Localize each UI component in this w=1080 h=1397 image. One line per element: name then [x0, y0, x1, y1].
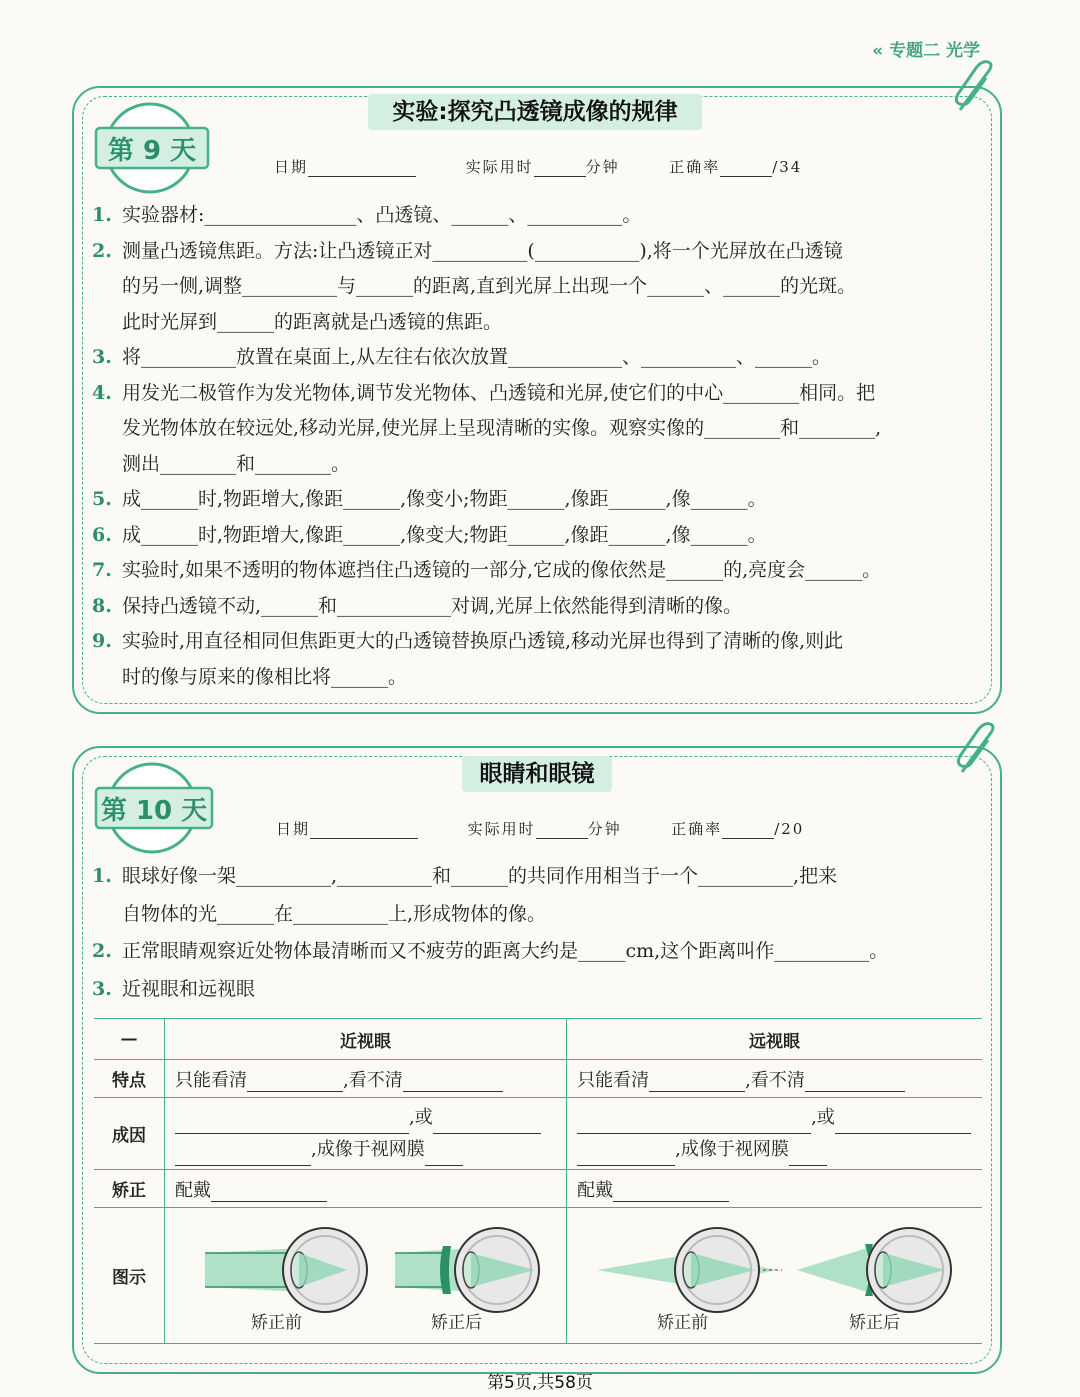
day9-badge-label: 第 9 天: [107, 136, 197, 166]
hyperopia-diagram: [577, 1208, 967, 1338]
question-8: 8. 保持凸透镜不动,______和____________对调,光屏上依然能得到清晰的像。: [92, 594, 743, 617]
table-header: — 近视眼 远视眼: [94, 1019, 982, 1060]
eye-comparison-table: [94, 1018, 982, 1344]
question-2: 2. 测量凸透镜焦距。方法:让凸透镜正对__________(___________),将一个光屏放在凸透镜: [92, 239, 843, 262]
question-3: 3. 近视眼和远视眼: [92, 977, 256, 1000]
question-1: 1. 实验器材:________________、凸透镜、______、__________。: [92, 204, 642, 226]
table-row-cause: 成因 ,或 ,成像于视网膜 ,或 ,成像于视网膜: [94, 1098, 982, 1170]
day9-question-list: 1. 实验器材:________________、凸透镜、______、__________。 2. 测量凸透镜焦距。方法:让凸透镜正对__________(___________),将一个光屏放在凸透镜 的另一侧,调整__________与______的距离,直到光屏上出现一个______、______的光斑。 此时光屏到______的距离就是凸透镜的焦距。 3. 将__________放置在桌面上,从左往右依次放置____________、__________、______。 4. 用发光二极管作为发光物体,调节发光物体、凸透镜和光屏,使它们的中心________相同。把 发光物体放在较远处,移动光屏,使光屏上呈现清晰的实像。观察实像的________和________, 测出________和________。 5. 成______时,物距增大,像距______,像变小;物距______,像距______,像______。 6. 成______时,物距增大,像距______,像变大;物距______,像距______,像______。 7. 实验时,如果不透明的物体遮挡住凸透镜的一部分,它成的像依然是______的,亮度会______。 8. 保持凸透镜不动,______和____________对调,光屏上依然能得到清晰的像。 9. 实验时,用直径相同但焦距更大的凸透镜替换原凸透镜,移动光屏也得到了清晰的像,则此 时的像与原来的像相比将______。: [92, 198, 982, 695]
table-row-feature: 特点 只能看清 ,看不清 只能看清 ,看不清: [94, 1060, 982, 1098]
question-1: 1. 眼球好像一架__________,__________和______的共同作用相当于一个__________,把来: [92, 865, 838, 887]
day10-badge-label: 第 10 天: [100, 796, 208, 826]
paperclip-icon: [952, 722, 1002, 782]
question-3: 3. 将__________放置在桌面上,从左往右依次放置____________、__________、______。: [92, 346, 832, 368]
day9-title: 实验:探究凸透镜成像的规律: [368, 94, 702, 130]
day10-title: 眼睛和眼镜: [462, 756, 612, 792]
paperclip-icon: [950, 60, 1000, 120]
table-row-diagram: 图示 矫正前 矫正后 矫正前 矫正后: [94, 1208, 982, 1344]
question-2: 2. 正常眼睛观察近处物体最清晰而又不疲劳的距离大约是_____cm,这个距离叫作__________。: [92, 940, 889, 962]
question-6: 6. 成______时,物距增大,像距______,像变大;物距______,像距______,像______。: [92, 523, 767, 546]
question-9: 9. 实验时,用直径相同但焦距更大的凸透镜替换原凸透镜,移动光屏也得到了清晰的像,则此: [92, 630, 844, 652]
page-footer: 第5页,共58页: [487, 1373, 593, 1393]
day9-meta: 日期 实际用时 分钟 正确率 /34: [274, 158, 803, 176]
question-4: 4. 用发光二极管作为发光物体,调节发光物体、凸透镜和光屏,使它们的中心________相同。把: [92, 381, 876, 404]
question-5: 5. 成______时,物距增大,像距______,像变小;物距______,像距______,像______。: [92, 488, 767, 510]
section-tag: « 专题二 光学: [872, 41, 980, 61]
myopia-diagram: [175, 1208, 555, 1338]
day10-question-list: 1. 眼球好像一架__________,__________和______的共同作用相当于一个__________,把来 自物体的光______在__________上,形成物体的像。 2. 正常眼睛观察近处物体最清晰而又不疲劳的距离大约是_____cm,这个距离叫作__________。 3. 近视眼和远视眼: [92, 858, 982, 1008]
day10-meta: 日期 实际用时 分钟 正确率 /20: [276, 820, 805, 838]
question-7: 7. 实验时,如果不透明的物体遮挡住凸透镜的一部分,它成的像依然是______的,亮度会______。: [92, 559, 882, 581]
table-row-correction: 矫正 配戴 配戴: [94, 1170, 982, 1208]
